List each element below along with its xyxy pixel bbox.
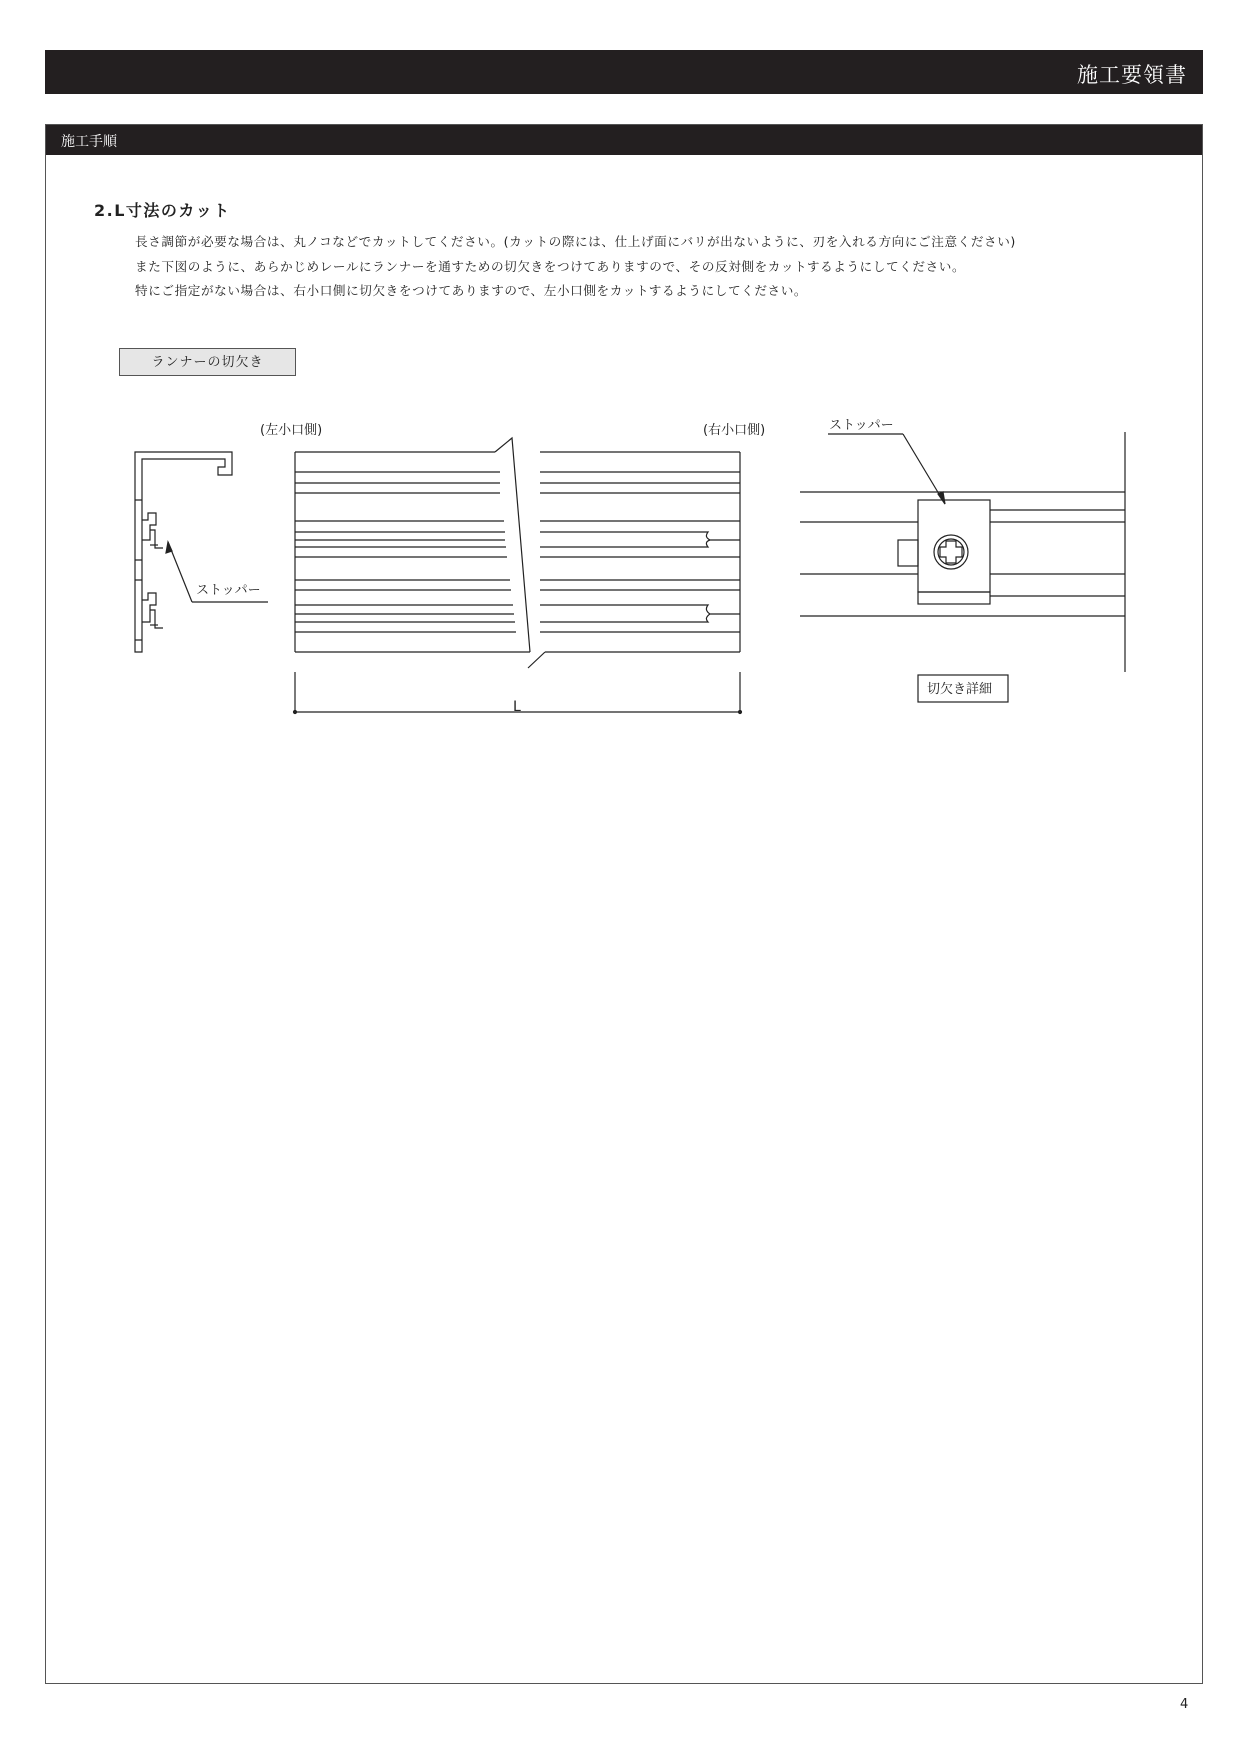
rail-cross-section <box>135 452 232 652</box>
technical-drawing <box>0 0 1241 760</box>
stopper-label-detail: ストッパー <box>829 418 894 433</box>
instruction-paragraph-3: 特にご指定がない場合は、右小口側に切欠きをつけてありますので、左小口側をカットするようにしてください。 <box>135 283 808 298</box>
instruction-paragraph-1: 長さ調節が必要な場合は、丸ノコなどでカットしてください。(カットの際には、仕上げ面にバリが出ないように、刃を入れる方向にご注意ください) <box>135 234 1016 249</box>
right-end-label: (右小口側) <box>703 423 766 438</box>
notch-detail-view <box>800 432 1125 672</box>
left-end-label: (左小口側) <box>260 423 323 438</box>
document-title: 施工要領書 <box>1077 63 1187 87</box>
instruction-paragraph-2: また下図のように、あらかじめレールにランナーを通すための切欠きをつけてありますので、その反対側をカットするようにしてください。 <box>135 259 966 274</box>
figure-caption-box: ランナーの切欠き <box>119 348 296 376</box>
rail-elevation <box>295 438 740 668</box>
section-title: 施工手順 <box>61 134 117 150</box>
dimension-label: L <box>513 699 521 715</box>
page-number: 4 <box>1180 1697 1189 1712</box>
stopper-label-profile: ストッパー <box>196 583 261 598</box>
detail-caption: 切欠き詳細 <box>927 682 993 697</box>
step-heading: 2.L寸法のカット <box>94 201 231 220</box>
